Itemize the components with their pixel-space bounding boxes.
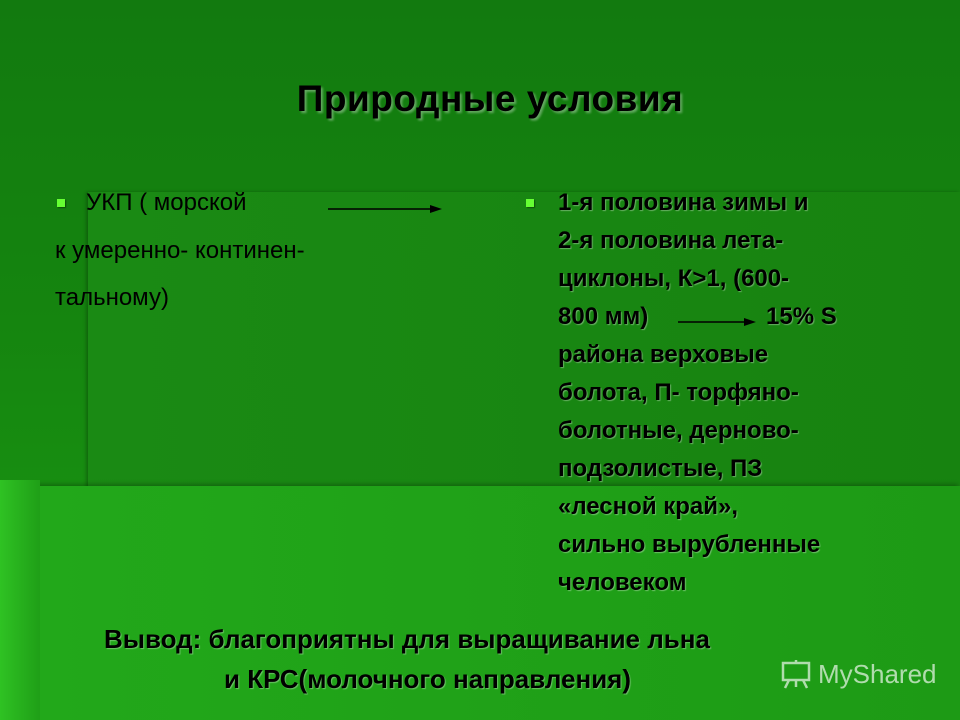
- left-item-line-3: тальному): [55, 284, 169, 311]
- conclusion-line-2: и КРС(молочного направления): [224, 664, 632, 694]
- right-item-line: человеком: [558, 569, 687, 596]
- right-item-line: 1-я половина зимы и: [558, 189, 809, 216]
- arrow-right-icon: [326, 200, 446, 216]
- right-item-line: 800 мм): [558, 303, 649, 330]
- watermark-text: MyShared: [818, 658, 937, 689]
- background-glow: [0, 480, 40, 720]
- right-item-line: болота, П- торфяно-: [558, 379, 799, 406]
- slide-title: Природные условия: [296, 78, 684, 119]
- watermark: [780, 654, 950, 694]
- conclusion-line-1: Вывод: благоприятны для выращивание льна: [104, 624, 710, 654]
- right-item-line: сильно вырубленные: [558, 531, 821, 558]
- left-item-line-2: к умеренно- континен-: [55, 237, 305, 264]
- presentation-board-icon: [780, 658, 812, 690]
- arrow-right-icon: [676, 313, 760, 329]
- bullet-icon: [57, 199, 65, 207]
- right-item-line: района верховые: [558, 341, 769, 368]
- right-item-line: подзолистые, ПЗ: [558, 455, 763, 482]
- left-item-line-1: УКП ( морской: [86, 189, 247, 216]
- right-item-line: 15% S: [766, 303, 837, 330]
- right-item-line: 2-я половина лета-: [558, 227, 784, 254]
- right-item-line: «лесной край»,: [558, 493, 739, 520]
- right-item-line: циклоны, К>1, (600-: [558, 265, 790, 292]
- right-item-line: болотные, дерново-: [558, 417, 799, 444]
- bullet-icon: [526, 199, 534, 207]
